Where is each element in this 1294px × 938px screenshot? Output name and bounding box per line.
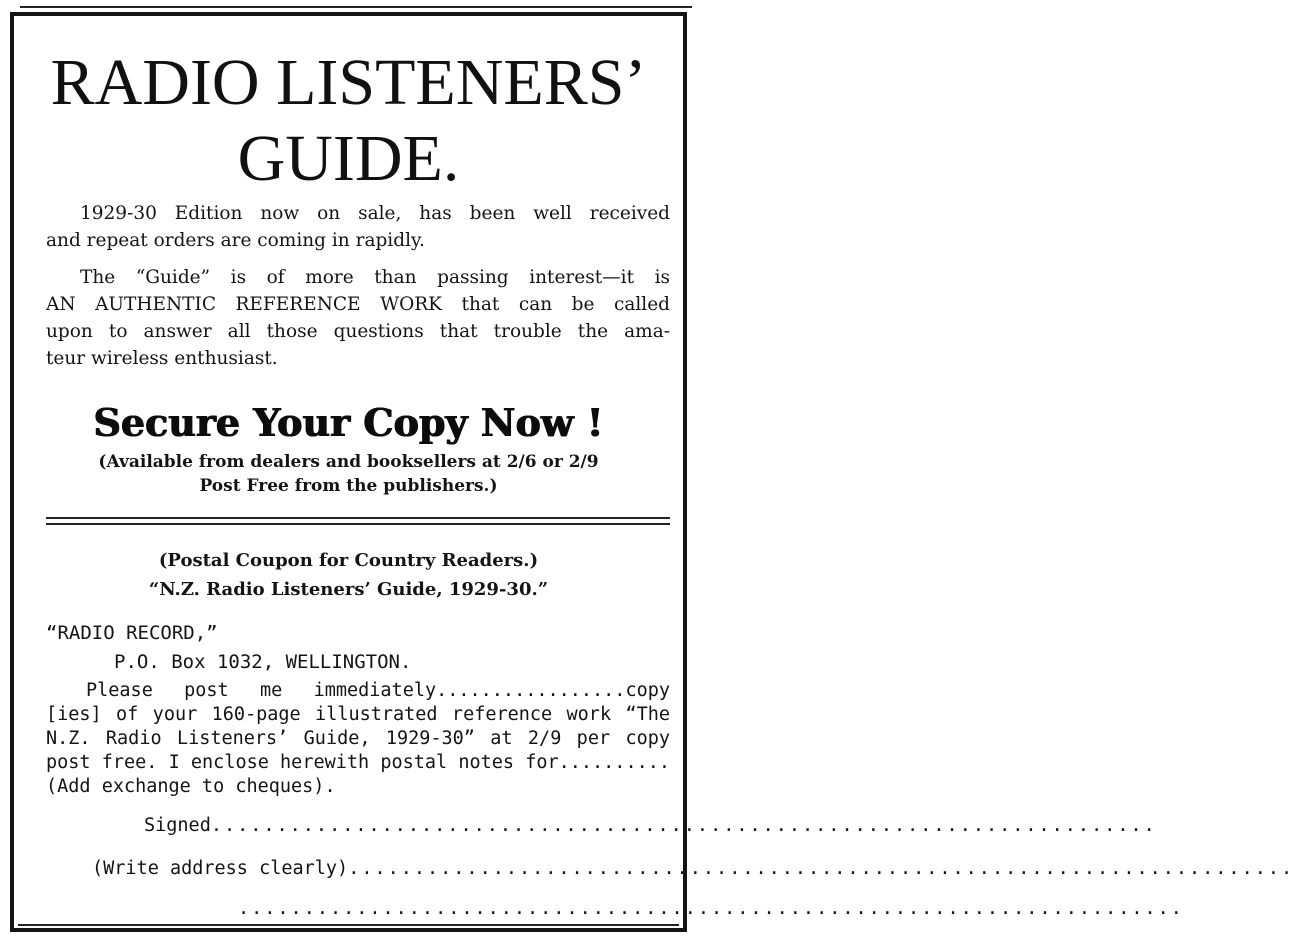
coupon-heading: (Postal Coupon for Country Readers.)	[158, 550, 539, 571]
description-line: The “Guide” is of more than passing interest—it is	[80, 267, 670, 288]
intro-paragraph	[46, 200, 670, 254]
coupon-addressee: “RADIO RECORD,”	[46, 622, 218, 644]
title-line-2: GUIDE.	[237, 122, 460, 195]
order-line: post free. I enclose herewith postal notes for..........	[46, 752, 670, 773]
intro-line: and repeat orders are coming in rapidly.	[46, 230, 425, 251]
order-line: Please post me immediately.................copy	[86, 680, 670, 701]
signed-label: Signed	[144, 815, 211, 836]
description-line: AN AUTHENTIC REFERENCE WORK that can be called	[46, 294, 670, 315]
order-line: (Add exchange to cheques).	[46, 776, 336, 797]
description-line: upon to answer all those questions that trouble the ama-	[46, 321, 670, 342]
availability-line-2: Post Free from the publishers.)	[199, 476, 498, 496]
blank-dotted-line: ........................................................................	[238, 898, 1184, 919]
headline-secure-copy: Secure Your Copy Now !	[93, 400, 604, 445]
order-line: N.Z. Radio Listeners’ Guide, 1929-30” at 2/9 per copy	[46, 728, 670, 749]
address-field	[92, 856, 1294, 882]
description-line: teur wireless enthusiast.	[46, 348, 278, 369]
order-line: [ies] of your 160-page illustrated reference work “The	[46, 704, 670, 725]
address-line: ........................................................................	[348, 858, 1294, 879]
title-line-1: RADIO LISTENERS’	[50, 46, 647, 119]
top-rule	[20, 6, 692, 8]
double-rule-divider	[46, 517, 670, 525]
availability-line-1: (Available from dealers and booksellers at 2/6 or 2/9	[98, 452, 599, 472]
coupon-order-text	[46, 679, 670, 799]
description-paragraph	[46, 264, 670, 372]
address-label: (Write address clearly)	[92, 858, 349, 879]
signature-line: ........................................................................	[210, 815, 1157, 836]
intro-line: 1929-30 Edition now on sale, has been well received	[80, 203, 670, 224]
address-line-2	[238, 896, 1184, 922]
coupon-address: P.O. Box 1032, WELLINGTON.	[114, 651, 412, 673]
signed-field	[144, 813, 1157, 839]
coupon-subheading: “N.Z. Radio Listeners’ Guide, 1929-30.”	[148, 579, 549, 600]
